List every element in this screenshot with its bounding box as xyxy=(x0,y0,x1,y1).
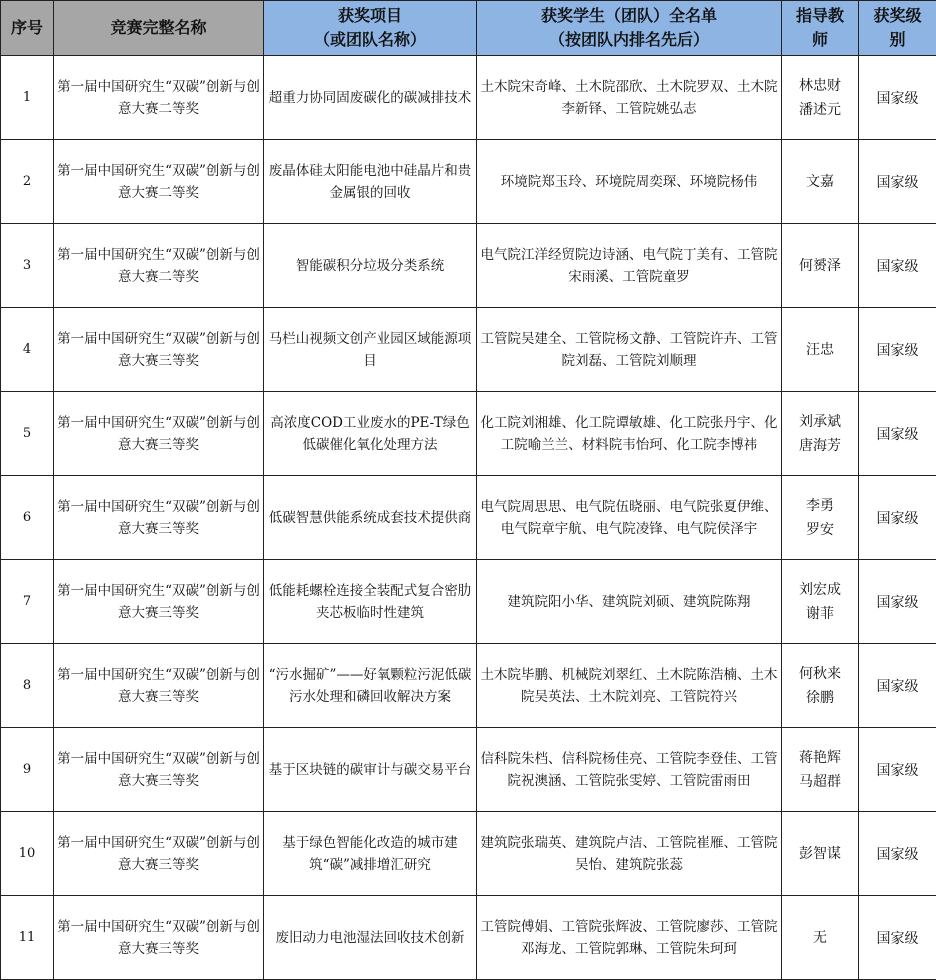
cell-project: 智能碳积分垃圾分类系统 xyxy=(264,224,477,308)
cell-index: 9 xyxy=(1,728,54,812)
advisor-name: 汪忠 xyxy=(782,338,858,362)
advisor-name: 何赟泽 xyxy=(782,254,858,278)
table-row xyxy=(1,560,936,644)
cell-advisor xyxy=(782,140,859,224)
advisor-name: 马超群 xyxy=(782,770,858,794)
cell-students: 工管院傅娟、工管院张辉波、工管院廖莎、工管院邓海龙、工管院郭琳、工管院朱珂珂 xyxy=(477,896,782,980)
cell-advisor xyxy=(782,224,859,308)
advisor-name: 刘宏成 xyxy=(782,578,858,602)
header-advisor-line1: 指导教 xyxy=(782,4,858,28)
cell-index: 11 xyxy=(1,896,54,980)
cell-level: 国家级 xyxy=(859,476,936,560)
cell-students: 土木院宋奇峰、土木院邵欣、土木院罗双、土木院李新铎、工管院姚弘志 xyxy=(477,56,782,140)
advisor-name: 罗安 xyxy=(782,518,858,542)
cell-level: 国家级 xyxy=(859,308,936,392)
cell-competition: 第一届中国研究生“双碳”创新与创意大赛二等奖 xyxy=(54,224,264,308)
cell-advisor xyxy=(782,476,859,560)
cell-project: 基于绿色智能化改造的城市建筑“碳”减排增汇研究 xyxy=(264,812,477,896)
cell-students: 电气院周思思、电气院伍晓丽、电气院张夏伊维、电气院章宇航、电气院凌锋、电气院侯泽宇 xyxy=(477,476,782,560)
cell-advisor xyxy=(782,392,859,476)
advisor-name: 蒋艳辉 xyxy=(782,746,858,770)
header-students-line2: （按团队内排名先后） xyxy=(477,28,781,52)
header-project xyxy=(264,1,477,56)
header-competition: 竞赛完整名称 xyxy=(54,1,264,56)
advisor-name: 刘承斌 xyxy=(782,410,858,434)
cell-competition: 第一届中国研究生“双碳”创新与创意大赛三等奖 xyxy=(54,644,264,728)
cell-index: 4 xyxy=(1,308,54,392)
table-body xyxy=(1,56,936,980)
cell-level: 国家级 xyxy=(859,392,936,476)
cell-students: 信科院朱档、信科院杨佳亮、工管院李登佳、工管院祝澳涵、工管院张雯婷、工管院雷雨田 xyxy=(477,728,782,812)
cell-competition: 第一届中国研究生“双碳”创新与创意大赛二等奖 xyxy=(54,140,264,224)
cell-competition: 第一届中国研究生“双碳”创新与创意大赛三等奖 xyxy=(54,896,264,980)
advisor-name: 何秋来 xyxy=(782,662,858,686)
cell-level: 国家级 xyxy=(859,224,936,308)
header-level xyxy=(859,1,936,56)
header-index: 序号 xyxy=(1,1,54,56)
cell-index: 2 xyxy=(1,140,54,224)
cell-project: 低碳智慧供能系统成套技术提供商 xyxy=(264,476,477,560)
cell-index: 8 xyxy=(1,644,54,728)
cell-level: 国家级 xyxy=(859,560,936,644)
cell-advisor xyxy=(782,308,859,392)
cell-advisor xyxy=(782,812,859,896)
cell-project: 低能耗螺栓连接全装配式复合密肋夹芯板临时性建筑 xyxy=(264,560,477,644)
cell-project: 高浓度COD工业废水的PE-T绿色低碳催化氧化处理方法 xyxy=(264,392,477,476)
table-header xyxy=(1,1,936,56)
cell-competition: 第一届中国研究生“双碳”创新与创意大赛三等奖 xyxy=(54,392,264,476)
cell-advisor xyxy=(782,896,859,980)
advisor-name: 李勇 xyxy=(782,494,858,518)
cell-project: 废晶体硅太阳能电池中硅晶片和贵金属银的回收 xyxy=(264,140,477,224)
cell-index: 6 xyxy=(1,476,54,560)
cell-students: 建筑院阳小华、建筑院刘硕、建筑院陈翔 xyxy=(477,560,782,644)
cell-index: 10 xyxy=(1,812,54,896)
cell-students: 环境院郑玉玲、环境院周奕琛、环境院杨伟 xyxy=(477,140,782,224)
cell-competition: 第一届中国研究生“双碳”创新与创意大赛三等奖 xyxy=(54,812,264,896)
cell-advisor xyxy=(782,560,859,644)
header-project-line1: 获奖项目 xyxy=(264,4,476,28)
header-students xyxy=(477,1,782,56)
cell-level: 国家级 xyxy=(859,140,936,224)
advisor-name: 潘述元 xyxy=(782,98,858,122)
header-project-line2: （或团队名称） xyxy=(264,28,476,52)
advisor-name: 彭智谋 xyxy=(782,842,858,866)
advisor-name: 徐鹏 xyxy=(782,686,858,710)
cell-level: 国家级 xyxy=(859,56,936,140)
cell-students: 电气院江洋经贸院边诗涵、电气院丁美有、工管院宋雨溪、工管院童罗 xyxy=(477,224,782,308)
advisor-name: 无 xyxy=(782,926,858,950)
header-students-line1: 获奖学生（团队）全名单 xyxy=(477,4,781,28)
advisor-name: 文嘉 xyxy=(782,170,858,194)
advisor-name: 唐海芳 xyxy=(782,434,858,458)
table-row xyxy=(1,476,936,560)
cell-advisor xyxy=(782,644,859,728)
cell-level: 国家级 xyxy=(859,728,936,812)
cell-index: 3 xyxy=(1,224,54,308)
cell-project: “污水掘矿”——好氧颗粒污泥低碳污水处理和磷回收解决方案 xyxy=(264,644,477,728)
cell-level: 国家级 xyxy=(859,812,936,896)
cell-level: 国家级 xyxy=(859,896,936,980)
table-row xyxy=(1,392,936,476)
cell-students: 工管院吴建全、工管院杨文静、工管院许卉、工管院刘磊、工管院刘顺理 xyxy=(477,308,782,392)
table-row xyxy=(1,308,936,392)
cell-index: 1 xyxy=(1,56,54,140)
table-row xyxy=(1,812,936,896)
cell-index: 7 xyxy=(1,560,54,644)
header-level-line2: 别 xyxy=(859,28,936,52)
cell-advisor xyxy=(782,56,859,140)
cell-competition: 第一届中国研究生“双碳”创新与创意大赛三等奖 xyxy=(54,308,264,392)
table-row xyxy=(1,728,936,812)
table-row xyxy=(1,224,936,308)
cell-competition: 第一届中国研究生“双碳”创新与创意大赛二等奖 xyxy=(54,56,264,140)
table-row xyxy=(1,896,936,980)
table-row xyxy=(1,644,936,728)
cell-index: 5 xyxy=(1,392,54,476)
cell-competition: 第一届中国研究生“双碳”创新与创意大赛三等奖 xyxy=(54,476,264,560)
header-level-line1: 获奖级 xyxy=(859,4,936,28)
cell-project: 基于区块链的碳审计与碳交易平台 xyxy=(264,728,477,812)
cell-level: 国家级 xyxy=(859,644,936,728)
cell-project: 马栏山视频文创产业园区域能源项目 xyxy=(264,308,477,392)
cell-students: 化工院刘湘雄、化工院谭敏雄、化工院张丹宇、化工院喻兰兰、材料院韦怡珂、化工院李博祎 xyxy=(477,392,782,476)
cell-students: 土木院毕鹏、机械院刘翠红、土木院陈浩楠、土木院吴英法、土木院刘亮、工管院符兴 xyxy=(477,644,782,728)
cell-project: 超重力协同固废碳化的碳减排技术 xyxy=(264,56,477,140)
cell-competition: 第一届中国研究生“双碳”创新与创意大赛三等奖 xyxy=(54,728,264,812)
header-advisor-line2: 师 xyxy=(782,28,858,52)
cell-advisor xyxy=(782,728,859,812)
cell-project: 废旧动力电池湿法回收技术创新 xyxy=(264,896,477,980)
advisor-name: 谢菲 xyxy=(782,602,858,626)
cell-competition: 第一届中国研究生“双碳”创新与创意大赛三等奖 xyxy=(54,560,264,644)
advisor-name: 林忠财 xyxy=(782,74,858,98)
cell-students: 建筑院张瑞英、建筑院卢洁、工管院崔雁、工管院吴怡、建筑院张蕊 xyxy=(477,812,782,896)
header-advisor xyxy=(782,1,859,56)
table-row xyxy=(1,140,936,224)
table-row xyxy=(1,56,936,140)
